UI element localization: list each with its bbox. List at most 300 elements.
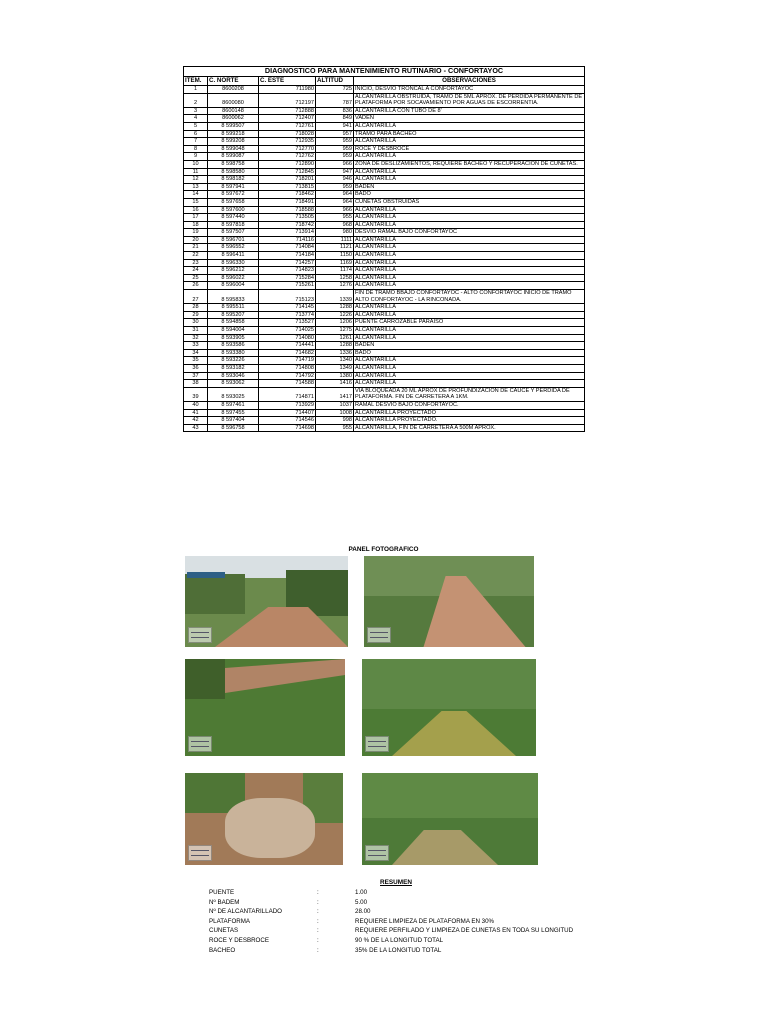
table-row: [184, 424, 585, 432]
row-este: 712770: [259, 145, 316, 153]
summary-label: PLATAFORMA: [209, 917, 251, 925]
photo-4-caption-stamp: [365, 736, 389, 752]
row-item: 7: [184, 138, 208, 146]
summary-value: REQUIERE PERFILADO Y LIMPIEZA DE CUNETAS EN TODA SU LONGITUD: [355, 927, 574, 935]
row-observacion: ALCANTARILLA: [354, 364, 585, 372]
row-observacion: ALCANTARILLA PROYECTADO.: [354, 417, 585, 425]
summary-separator: :: [317, 889, 319, 896]
row-este: 713527: [259, 319, 316, 327]
summary-separator: :: [317, 898, 319, 906]
row-observacion: ALCANTARILLA: [354, 311, 585, 319]
row-este: 712845: [259, 168, 316, 176]
row-observacion: ALCANTARILLA PROYECTADO: [354, 409, 585, 417]
row-altitud: 966: [316, 206, 354, 214]
row-item: 34: [184, 349, 208, 357]
table-row: [184, 311, 585, 319]
row-norte: 8 598580: [208, 168, 259, 176]
row-norte: 8 593062: [208, 380, 259, 388]
row-item: 38: [184, 380, 208, 388]
summary-value: 35% DE LA LONGITUD TOTAL: [355, 946, 442, 954]
row-norte: 8 595511: [208, 304, 259, 312]
table-row: [184, 282, 585, 290]
row-este: 718742: [259, 221, 316, 229]
table-row: [184, 221, 585, 229]
table-row: [184, 274, 585, 282]
summary-row: [207, 936, 607, 946]
row-observacion: ALCANTARILLA: [354, 282, 585, 290]
table-body: [184, 86, 585, 432]
summary-label: Nº BADEM: [209, 898, 240, 906]
row-este: 714792: [259, 372, 316, 380]
row-este: 714080: [259, 334, 316, 342]
row-altitud: 725: [316, 86, 354, 94]
table-row: [184, 334, 585, 342]
row-altitud: 1276: [316, 282, 354, 290]
row-este: 713505: [259, 214, 316, 222]
summary-label: Nº DE ALCANTARILLADO: [209, 908, 282, 916]
row-este: 712935: [259, 138, 316, 146]
row-observacion: BADO: [354, 349, 585, 357]
row-item: 36: [184, 364, 208, 372]
table-row: [184, 409, 585, 417]
table-row: [184, 206, 585, 214]
row-este: 718462: [259, 191, 316, 199]
table-row: [184, 86, 585, 94]
row-item: 19: [184, 229, 208, 237]
row-este: 712762: [259, 153, 316, 161]
row-norte: 8 599218: [208, 130, 259, 138]
table-row: [184, 93, 585, 107]
row-observacion: ALCANTARILLA: [354, 122, 585, 130]
photo-5: [185, 773, 343, 865]
row-norte: 8 596004: [208, 282, 259, 290]
row-altitud: 836: [316, 107, 354, 115]
row-altitud: 1340: [316, 357, 354, 365]
row-observacion: ALCANTARILLA: [354, 206, 585, 214]
row-item: 39: [184, 387, 208, 401]
row-item: 13: [184, 183, 208, 191]
table-row: [184, 342, 585, 350]
row-este: 712890: [259, 160, 316, 168]
row-este: 714184: [259, 252, 316, 260]
row-norte: 8 597818: [208, 221, 259, 229]
row-observacion: ALCANTARILLA: [354, 334, 585, 342]
row-este: 711980: [259, 86, 316, 94]
table-row: [184, 183, 585, 191]
row-item: 35: [184, 357, 208, 365]
row-item: 23: [184, 259, 208, 267]
row-item: 29: [184, 311, 208, 319]
summary-separator: :: [317, 937, 319, 944]
row-norte: 8 597507: [208, 229, 259, 237]
col-item-header: ITEM.: [184, 77, 208, 86]
photo-1: [185, 556, 348, 647]
row-norte: 8 593380: [208, 349, 259, 357]
row-observacion: ROCE Y DESBROCE: [354, 145, 585, 153]
row-norte: 8 595207: [208, 311, 259, 319]
row-norte: 8 599507: [208, 122, 259, 130]
row-altitud: 1121: [316, 244, 354, 252]
row-item: 28: [184, 304, 208, 312]
row-item: 9: [184, 153, 208, 161]
table-row: [184, 198, 585, 206]
row-observacion: VIA BLOQUEADA 20 ML APROX DE PROFUNDIZACION DE CAUCE Y PERDIDA DE PLATAFORMA. FIN DE CARRETERA A 1KM.: [354, 387, 585, 401]
row-este: 714084: [259, 244, 316, 252]
row-altitud: 1380: [316, 372, 354, 380]
row-altitud: 1226: [316, 311, 354, 319]
row-este: 713914: [259, 229, 316, 237]
row-observacion: ALCANTARILLA: [354, 304, 585, 312]
summary-label: BACHEO: [209, 946, 236, 954]
summary-label: ROCE Y DESBROCE: [209, 937, 269, 944]
row-altitud: 959: [316, 145, 354, 153]
row-item: 33: [184, 342, 208, 350]
document-title: DIAGNOSTICO PARA MANTENIMIENTO RUTINARIO - CONFORTAYOC: [184, 67, 585, 77]
photo-panel-title: PANEL FOTOGRAFICO: [348, 546, 419, 553]
photo-2-caption-stamp: [367, 627, 391, 643]
row-altitud: 849: [316, 115, 354, 123]
row-este: 712407: [259, 115, 316, 123]
row-norte: 8 594004: [208, 327, 259, 335]
row-altitud: 1417: [316, 387, 354, 401]
row-item: 15: [184, 198, 208, 206]
row-observacion: ALCANTARILLA: [354, 267, 585, 275]
summary-value: 28.00: [355, 908, 371, 916]
row-item: 17: [184, 214, 208, 222]
row-item: 8: [184, 145, 208, 153]
row-item: 41: [184, 409, 208, 417]
table-row: [184, 191, 585, 199]
row-altitud: 1288: [316, 304, 354, 312]
summary-value: 5.00: [355, 898, 368, 906]
row-altitud: 1336: [316, 349, 354, 357]
row-este: 714116: [259, 236, 316, 244]
row-item: 18: [184, 221, 208, 229]
table-row: [184, 176, 585, 184]
table-row: [184, 107, 585, 115]
col-norte-header: C. NORTE: [208, 77, 259, 86]
row-altitud: 957: [316, 130, 354, 138]
diagnostic-table: [183, 66, 585, 432]
summary-value: REQUIERE LIMPIEZA DE PLATAFORMA EN 30%: [355, 917, 495, 925]
row-este: 714682: [259, 349, 316, 357]
row-norte: 8 597600: [208, 206, 259, 214]
table-row: [184, 145, 585, 153]
row-norte: 8 596330: [208, 259, 259, 267]
row-observacion: ALCANTARILLA: [354, 259, 585, 267]
row-item: 31: [184, 327, 208, 335]
row-observacion: CUNETAS OBSTRUIDAS: [354, 198, 585, 206]
row-este: 714546: [259, 417, 316, 425]
row-altitud: 1150: [316, 252, 354, 260]
row-item: 12: [184, 176, 208, 184]
row-item: 25: [184, 274, 208, 282]
row-item: 42: [184, 417, 208, 425]
row-observacion: VADEN: [354, 115, 585, 123]
row-altitud: 1261: [316, 334, 354, 342]
row-item: 27: [184, 290, 208, 304]
row-este: 714698: [259, 424, 316, 432]
table-row: [184, 380, 585, 388]
row-este: 712197: [259, 93, 316, 107]
row-item: 5: [184, 122, 208, 130]
row-observacion: ALCANTARILLA: [354, 236, 585, 244]
row-norte: 8600062: [208, 115, 259, 123]
row-altitud: 1258: [316, 274, 354, 282]
row-observacion: ALCANTARILLA CON TUBO DE 8': [354, 107, 585, 115]
table-row: [184, 244, 585, 252]
row-altitud: 1339: [316, 290, 354, 304]
row-norte: 8 593586: [208, 342, 259, 350]
photo-3-caption-stamp: [188, 736, 212, 752]
summary-row: [207, 907, 607, 917]
row-observacion: ALCANTARILLA: [354, 252, 585, 260]
row-norte: 8 597672: [208, 191, 259, 199]
table-row: [184, 372, 585, 380]
row-norte: 8 596411: [208, 252, 259, 260]
row-item: 43: [184, 424, 208, 432]
row-observacion: ALCANTARILLA, FIN DE CARRETERA A 500M APROX.: [354, 424, 585, 432]
row-altitud: 1349: [316, 364, 354, 372]
row-item: 3: [184, 107, 208, 115]
row-observacion: ALCANTARILLA: [354, 214, 585, 222]
table-row: [184, 387, 585, 401]
col-observaciones-header: OBSERVACIONES: [354, 77, 585, 86]
row-norte: 8 599208: [208, 138, 259, 146]
row-item: 30: [184, 319, 208, 327]
row-altitud: 998: [316, 417, 354, 425]
photo-2: [364, 556, 534, 647]
table-row: [184, 214, 585, 222]
table-row: [184, 160, 585, 168]
row-observacion: ALCANTARILLA: [354, 153, 585, 161]
summary-row: [207, 917, 607, 927]
row-norte: 8 597455: [208, 409, 259, 417]
summary-separator: :: [317, 927, 319, 935]
table-row: [184, 168, 585, 176]
row-este: 714719: [259, 357, 316, 365]
row-observacion: RAMAL DESVIO BAJO CONFORTAYOC.: [354, 401, 585, 409]
row-altitud: 1206: [316, 319, 354, 327]
table-row: [184, 357, 585, 365]
row-altitud: 966: [316, 160, 354, 168]
row-este: 715123: [259, 290, 316, 304]
row-este: 714407: [259, 409, 316, 417]
row-norte: 8600208: [208, 86, 259, 94]
photo-6: [362, 773, 538, 865]
row-observacion: BADEN: [354, 342, 585, 350]
row-norte: 8600148: [208, 107, 259, 115]
row-altitud: 1008: [316, 409, 354, 417]
table-row: [184, 267, 585, 275]
row-este: 715261: [259, 282, 316, 290]
row-observacion: ALCANTARILLA: [354, 327, 585, 335]
table-row: [184, 290, 585, 304]
table-row: [184, 122, 585, 130]
row-norte: 8 596701: [208, 236, 259, 244]
row-item: 16: [184, 206, 208, 214]
row-observacion: DESVIO RAMAL BAJO CONFORTAYOC: [354, 229, 585, 237]
table-row: [184, 153, 585, 161]
row-item: 1: [184, 86, 208, 94]
row-altitud: 787: [316, 93, 354, 107]
row-altitud: 964: [316, 198, 354, 206]
row-observacion: ALCANTARILLA: [354, 168, 585, 176]
row-norte: 8 595833: [208, 290, 259, 304]
row-este: 712888: [259, 107, 316, 115]
row-altitud: 946: [316, 176, 354, 184]
photo-4: [362, 659, 536, 756]
row-este: 713774: [259, 311, 316, 319]
row-observacion: ALCANTARILLA: [354, 357, 585, 365]
row-altitud: 964: [316, 191, 354, 199]
row-norte: 8 597941: [208, 183, 259, 191]
row-observacion: ZONA DE DESLIZAMIENTOS, REQUIERE BACHEO Y RECUPERACIÓN DE CUNETAS.: [354, 160, 585, 168]
row-este: 713929: [259, 401, 316, 409]
row-item: 40: [184, 401, 208, 409]
row-este: 714823: [259, 267, 316, 275]
row-altitud: 955: [316, 214, 354, 222]
summary-label: CUNETAS: [209, 927, 239, 935]
row-observacion: ALCANTARILLA: [354, 221, 585, 229]
photo-6-caption-stamp: [365, 845, 389, 861]
row-este: 718028: [259, 130, 316, 138]
row-altitud: 1416: [316, 380, 354, 388]
row-este: 718588: [259, 206, 316, 214]
row-altitud: 1037: [316, 401, 354, 409]
summary-separator: :: [317, 946, 319, 954]
summary-label: PUENTE: [209, 889, 235, 896]
row-altitud: 959: [316, 138, 354, 146]
row-norte: 8 594858: [208, 319, 259, 327]
photo-1-caption-stamp: [188, 627, 212, 643]
row-norte: 8 593226: [208, 357, 259, 365]
summary-row: [207, 926, 607, 936]
row-este: 714808: [259, 364, 316, 372]
row-altitud: 1288: [316, 342, 354, 350]
table-row: [184, 252, 585, 260]
row-norte: 8 596212: [208, 267, 259, 275]
row-este: 714257: [259, 259, 316, 267]
row-este: 712761: [259, 122, 316, 130]
row-altitud: 955: [316, 424, 354, 432]
row-altitud: 941: [316, 122, 354, 130]
row-este: 714145: [259, 304, 316, 312]
table-row: [184, 138, 585, 146]
table-row: [184, 115, 585, 123]
table-row: [184, 236, 585, 244]
table-row: [184, 259, 585, 267]
row-item: 10: [184, 160, 208, 168]
row-observacion: ALCANTARILLA: [354, 372, 585, 380]
row-norte: 8 593046: [208, 372, 259, 380]
table-row: [184, 229, 585, 237]
row-norte: 8 593905: [208, 334, 259, 342]
row-norte: 8 597658: [208, 198, 259, 206]
row-norte: 8 599087: [208, 153, 259, 161]
row-item: 11: [184, 168, 208, 176]
col-este-header: C. ESTE: [259, 77, 316, 86]
row-altitud: 959: [316, 153, 354, 161]
row-norte: 8 598758: [208, 160, 259, 168]
table-row: [184, 364, 585, 372]
row-item: 21: [184, 244, 208, 252]
table-row: [184, 417, 585, 425]
row-item: 4: [184, 115, 208, 123]
row-este: 714871: [259, 387, 316, 401]
row-norte: 8 599048: [208, 145, 259, 153]
row-altitud: 980: [316, 229, 354, 237]
table-row: [184, 319, 585, 327]
summary-separator: :: [317, 908, 319, 916]
row-este: 718201: [259, 176, 316, 184]
row-observacion: PUENTE CARROZABLE PARAISO: [354, 319, 585, 327]
row-este: 713815: [259, 183, 316, 191]
row-norte: 8 597404: [208, 417, 259, 425]
row-observacion: ALCANTARILLA: [354, 138, 585, 146]
row-norte: 8 596758: [208, 424, 259, 432]
summary-row: [207, 946, 607, 956]
row-observacion: ALCANTARILLA OBSTRUIDA, TRAMO DE 5ML APROX. DE PERDIDA PERMANENTE DE PLATAFORMA POR SOCAVAMIENTO POR AGUAS DE ESCORRENTIA.: [354, 93, 585, 107]
summary-separator: :: [317, 917, 319, 925]
row-altitud: 959: [316, 183, 354, 191]
row-norte: 8 596022: [208, 274, 259, 282]
table-row: [184, 304, 585, 312]
diagnostic-sheet: [183, 66, 584, 432]
row-norte: 8 597461: [208, 401, 259, 409]
row-observacion: ALCANTARILLA: [354, 380, 585, 388]
row-altitud: 1275: [316, 327, 354, 335]
col-altitud-header: ALTITUD: [316, 77, 354, 86]
row-norte: 8 598182: [208, 176, 259, 184]
row-altitud: 1111: [316, 236, 354, 244]
row-norte: 8 593182: [208, 364, 259, 372]
row-item: 20: [184, 236, 208, 244]
table-row: [184, 401, 585, 409]
row-observacion: ALCANTARILLA: [354, 244, 585, 252]
photo-5-caption-stamp: [188, 845, 212, 861]
row-altitud: 1169: [316, 259, 354, 267]
row-observacion: TRAMO PARA BACHEO: [354, 130, 585, 138]
row-observacion: BADO: [354, 191, 585, 199]
row-altitud: 968: [316, 221, 354, 229]
row-este: 714025: [259, 327, 316, 335]
table-row: [184, 327, 585, 335]
row-observacion: ALCANTARILLA: [354, 274, 585, 282]
row-item: 6: [184, 130, 208, 138]
row-observacion: FIN DE TRAMO BBAJO CONFORTAYOC - ALTO CONFORTAYOC INICIO DE TRAMO ALTO CONFORTAYOC - LA RINCONADA.: [354, 290, 585, 304]
summary-row: [207, 888, 607, 898]
summary-row: [207, 898, 607, 908]
row-item: 32: [184, 334, 208, 342]
row-altitud: 947: [316, 168, 354, 176]
row-este: 715284: [259, 274, 316, 282]
summary-title: RESUMEN: [380, 879, 412, 886]
row-observacion: INICIO, DESVIO TRONCAL A CONFORTAYOC: [354, 86, 585, 94]
row-altitud: 1174: [316, 267, 354, 275]
row-norte: 8 597440: [208, 214, 259, 222]
table-row: [184, 130, 585, 138]
row-item: 26: [184, 282, 208, 290]
summary-value: 90 % DE LA LONGITUD TOTAL: [355, 937, 444, 944]
row-observacion: ALCANTARILLA: [354, 176, 585, 184]
row-norte: 8 593025: [208, 387, 259, 401]
row-observacion: BADEN: [354, 183, 585, 191]
row-este: 714441: [259, 342, 316, 350]
row-norte: 8600080: [208, 93, 259, 107]
row-este: 714588: [259, 380, 316, 388]
row-item: 24: [184, 267, 208, 275]
